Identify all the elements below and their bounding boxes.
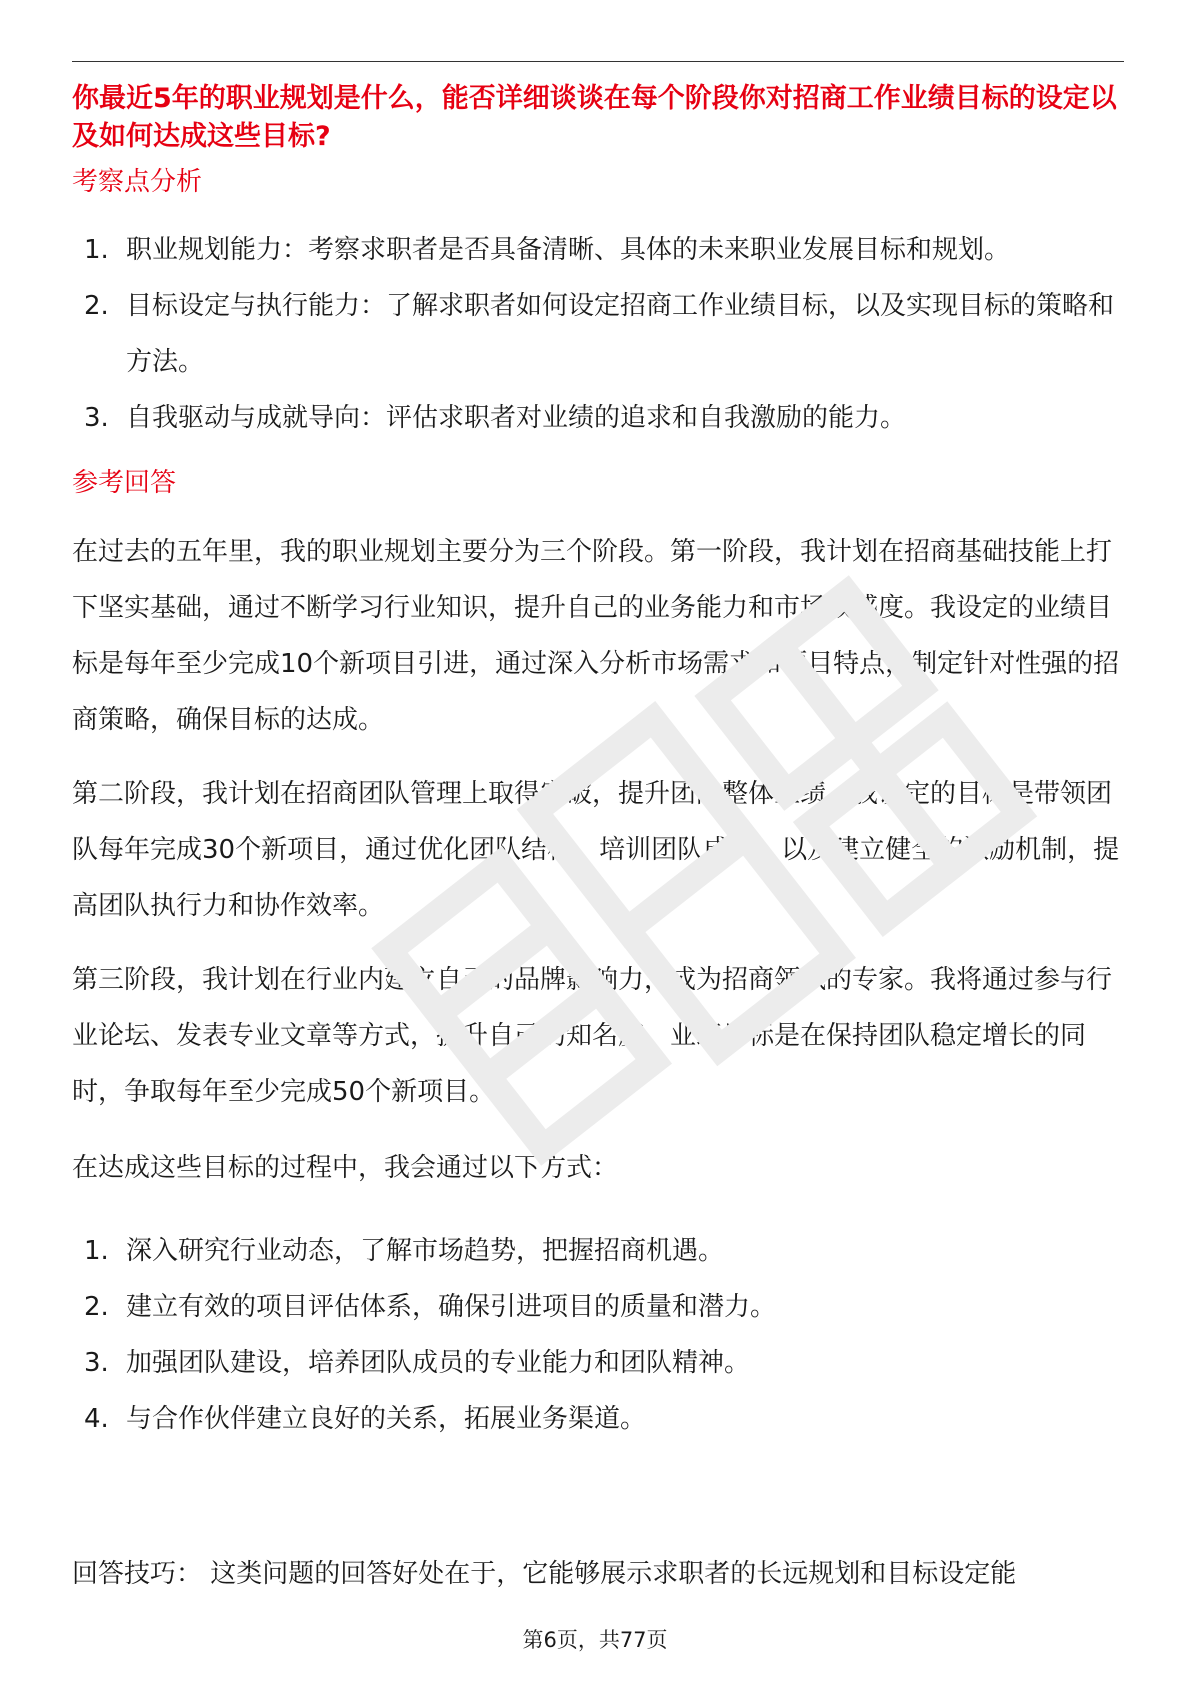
list-number: 3.: [84, 1348, 109, 1378]
list-number: 1.: [84, 1236, 109, 1266]
list-item: [72, 222, 1124, 278]
list-text: 深入研究行业动态，了解市场趋势，把握招商机遇。: [126, 1236, 725, 1266]
answer-paragraph: 第三阶段，我计划在行业内建立自己的品牌影响力，成为招商领域的专家。我将通过参与行业论坛、发表专业文章等方式，提升自己的知名度。业绩目标是在保持团队稳定增长的同时，争取每年至少完成50个新项目。: [72, 965, 1113, 1107]
list-item: [72, 1335, 1124, 1391]
answer-paragraph: 在过去的五年里，我的职业规划主要分为三个阶段。第一阶段，我计划在招商基础技能上打下坚实基础，通过不断学习行业知识，提升自己的业务能力和市场敏感度。我设定的业绩目标是每年至少完成10个新项目引进，通过深入分析市场需求和项目特点，制定针对性强的招商策略，确保目标的达成。: [72, 537, 1120, 735]
list-item: [72, 1223, 1124, 1279]
list-number: 2.: [84, 1292, 109, 1322]
analysis-heading: 考察点分析: [72, 167, 203, 197]
list-text: 建立有效的项目评估体系，确保引进项目的质量和潜力。: [126, 1292, 777, 1322]
list-number: 1.: [84, 235, 109, 265]
list-item: [72, 1279, 1124, 1335]
list-text: 加强团队建设，培养团队成员的专业能力和团队精神。: [126, 1348, 751, 1378]
analysis-list: [72, 222, 1124, 446]
list-number: 3.: [84, 403, 109, 433]
list-number: 2.: [84, 291, 109, 321]
list-text: 目标设定与执行能力：了解求职者如何设定招商工作业绩目标，以及实现目标的策略和方法。: [126, 291, 1115, 377]
answer-paragraph: 在达成这些目标的过程中，我会通过以下方式：: [72, 1153, 619, 1183]
answer-paragraph: 第二阶段，我计划在招商团队管理上取得突破，提升团队整体业绩。我设定的目标是带领团队每年完成30个新项目，通过优化团队结构、培训团队成员，以及建立健全的激励机制，提高团队执行力和协作效率。: [72, 779, 1120, 921]
document-page: [72, 0, 1124, 1684]
list-item: [72, 1391, 1124, 1447]
answer-tips: 回答技巧： 这类问题的回答好处在于，它能够展示求职者的长远规划和目标设定能: [72, 1559, 1017, 1589]
list-number: 4.: [84, 1404, 109, 1434]
list-text: 自我驱动与成就导向：评估求职者对业绩的追求和自我激励的能力。: [126, 403, 907, 433]
top-rule: [72, 61, 1124, 62]
list-text: 职业规划能力：考察求职者是否具备清晰、具体的未来职业发展目标和规划。: [126, 235, 1011, 265]
list-item: [72, 390, 1124, 446]
page-footer: 第6页，共77页: [522, 1628, 668, 1652]
answer-heading: 参考回答: [72, 468, 177, 498]
list-item: [72, 278, 1124, 390]
question-title: 你最近5年的职业规划是什么，能否详细谈谈在每个阶段你对招商工作业绩目标的设定以及如何达成这些目标?: [72, 83, 1117, 152]
methods-list: [72, 1223, 1124, 1447]
list-text: 与合作伙伴建立良好的关系，拓展业务渠道。: [126, 1404, 647, 1434]
